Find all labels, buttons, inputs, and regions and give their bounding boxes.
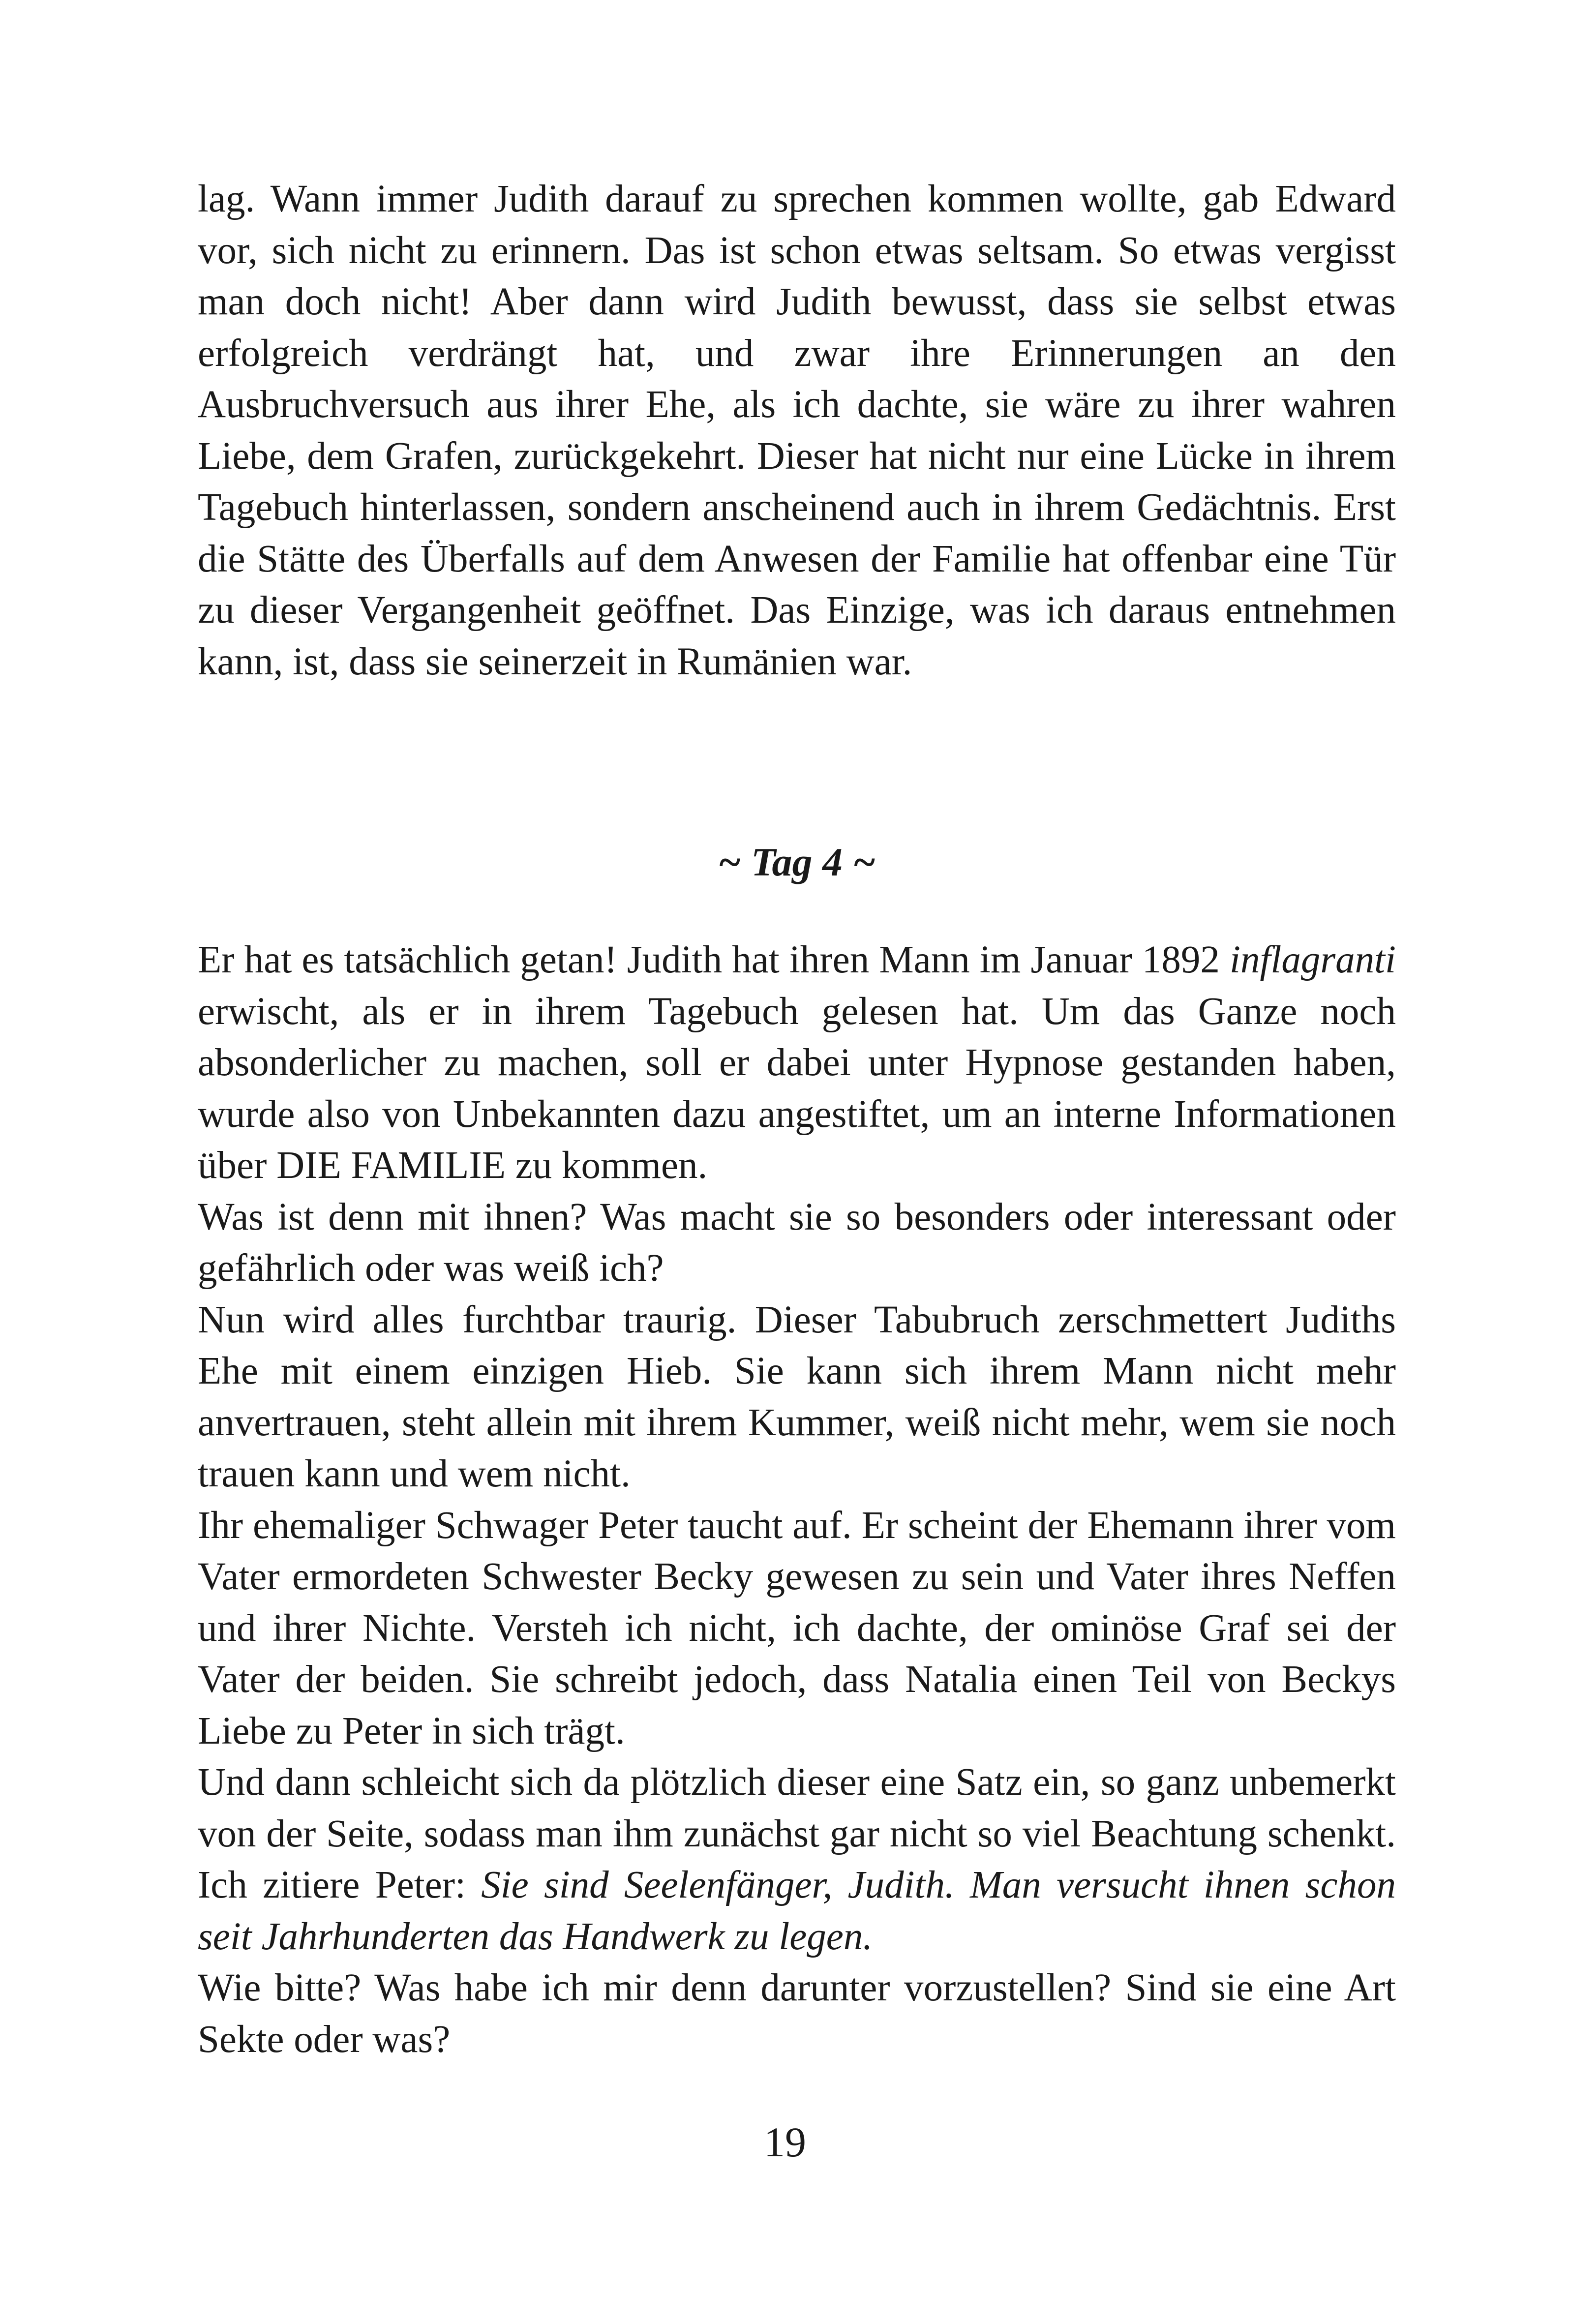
- opening-paragraph: lag. Wann immer Judith darauf zu sprechen kommen wollte, gab Edward vor, sich nicht zu erinnern. Das ist schon etwas seltsam. So etwas vergisst man doch nicht! Aber dann wird Judith bewusst, dass sie selbst etwas erfolgreich verdrängt hat, und zwar ihre Erinnerungen an den Ausbruchversuch aus ihrer Ehe, als ich dachte, sie wäre zu ihrer wahren Liebe, dem Grafen, zurückgekehrt. Dieser hat nicht nur eine Lücke in ihrem Tagebuch hinterlassen, sondern anscheinend auch in ihrem Gedächtnis. Erst die Stätte des Überfalls auf dem Anwesen der Familie hat offenbar eine Tür zu dieser Vergangenheit geöffnet. Das Einzige, was ich daraus entnehmen kann, ist, dass sie seinerzeit in Rumänien war.: [198, 178, 1396, 683]
- paragraph-1-italic: inflagranti: [1230, 938, 1396, 981]
- paragraph-1-text-a: Er hat es tatsächlich getan! Judith hat ihren Mann im Januar 1892: [198, 938, 1230, 981]
- main-text-block: [198, 935, 1396, 2065]
- paragraph-5-text-a: Und dann schleicht sich da plötzlich dieser eine Satz ein, so ganz unbemerkt von der Seite, sodass man ihm zunächst gar nicht so viel Beachtung schenkt. Ich zitiere Peter:: [198, 1761, 1396, 1906]
- section-heading: ~ Tag 4 ~: [718, 840, 876, 884]
- paragraph-2: Was ist denn mit ihnen? Was macht sie so besonders oder interessant oder gefährlich oder was weiß ich?: [198, 1195, 1396, 1290]
- paragraph-4: Ihr ehemaliger Schwager Peter taucht auf. Er scheint der Ehemann ihrer vom Vater ermordeten Schwester Becky gewesen zu sein und Vater ihres Neffen und ihrer Nichte. Versteh ich nicht, ich dachte, der ominöse Graf sei der Vater der beiden. Sie schreibt jedoch, dass Natalia einen Teil von Beckys Liebe zu Peter in sich trägt.: [198, 1504, 1396, 1752]
- opening-text-block: [198, 174, 1396, 688]
- page-number: 19: [764, 2118, 806, 2166]
- paragraph-5-quote: Sie sind Seelenfänger, Judith. Man versucht ihnen schon seit Jahrhunderten das Handwerk zu legen.: [198, 1864, 1396, 1958]
- paragraph-1-text-b: erwischt, als er in ihrem Tagebuch gelesen hat. Um das Ganze noch absonderlicher zu machen, soll er dabei unter Hypnose gestanden haben, wurde also von Unbekannten dazu angestiftet, um an interne Informationen über DIE FAMILIE zu kommen.: [198, 990, 1396, 1187]
- paragraph-5: [198, 1757, 1396, 1962]
- paragraph-3: Nun wird alles furchtbar traurig. Dieser Tabubruch zerschmettert Judiths Ehe mit einem einzigen Hieb. Sie kann sich ihrem Mann nicht mehr anvertrauen, steht allein mit ihrem Kummer, weiß nicht mehr, wem sie noch trauen kann und wem nicht.: [198, 1298, 1396, 1495]
- paragraph-1: [198, 935, 1396, 1192]
- paragraph-6: Wie bitte? Was habe ich mir denn darunter vorzustellen? Sind sie eine Art Sekte oder was?: [198, 1966, 1396, 2061]
